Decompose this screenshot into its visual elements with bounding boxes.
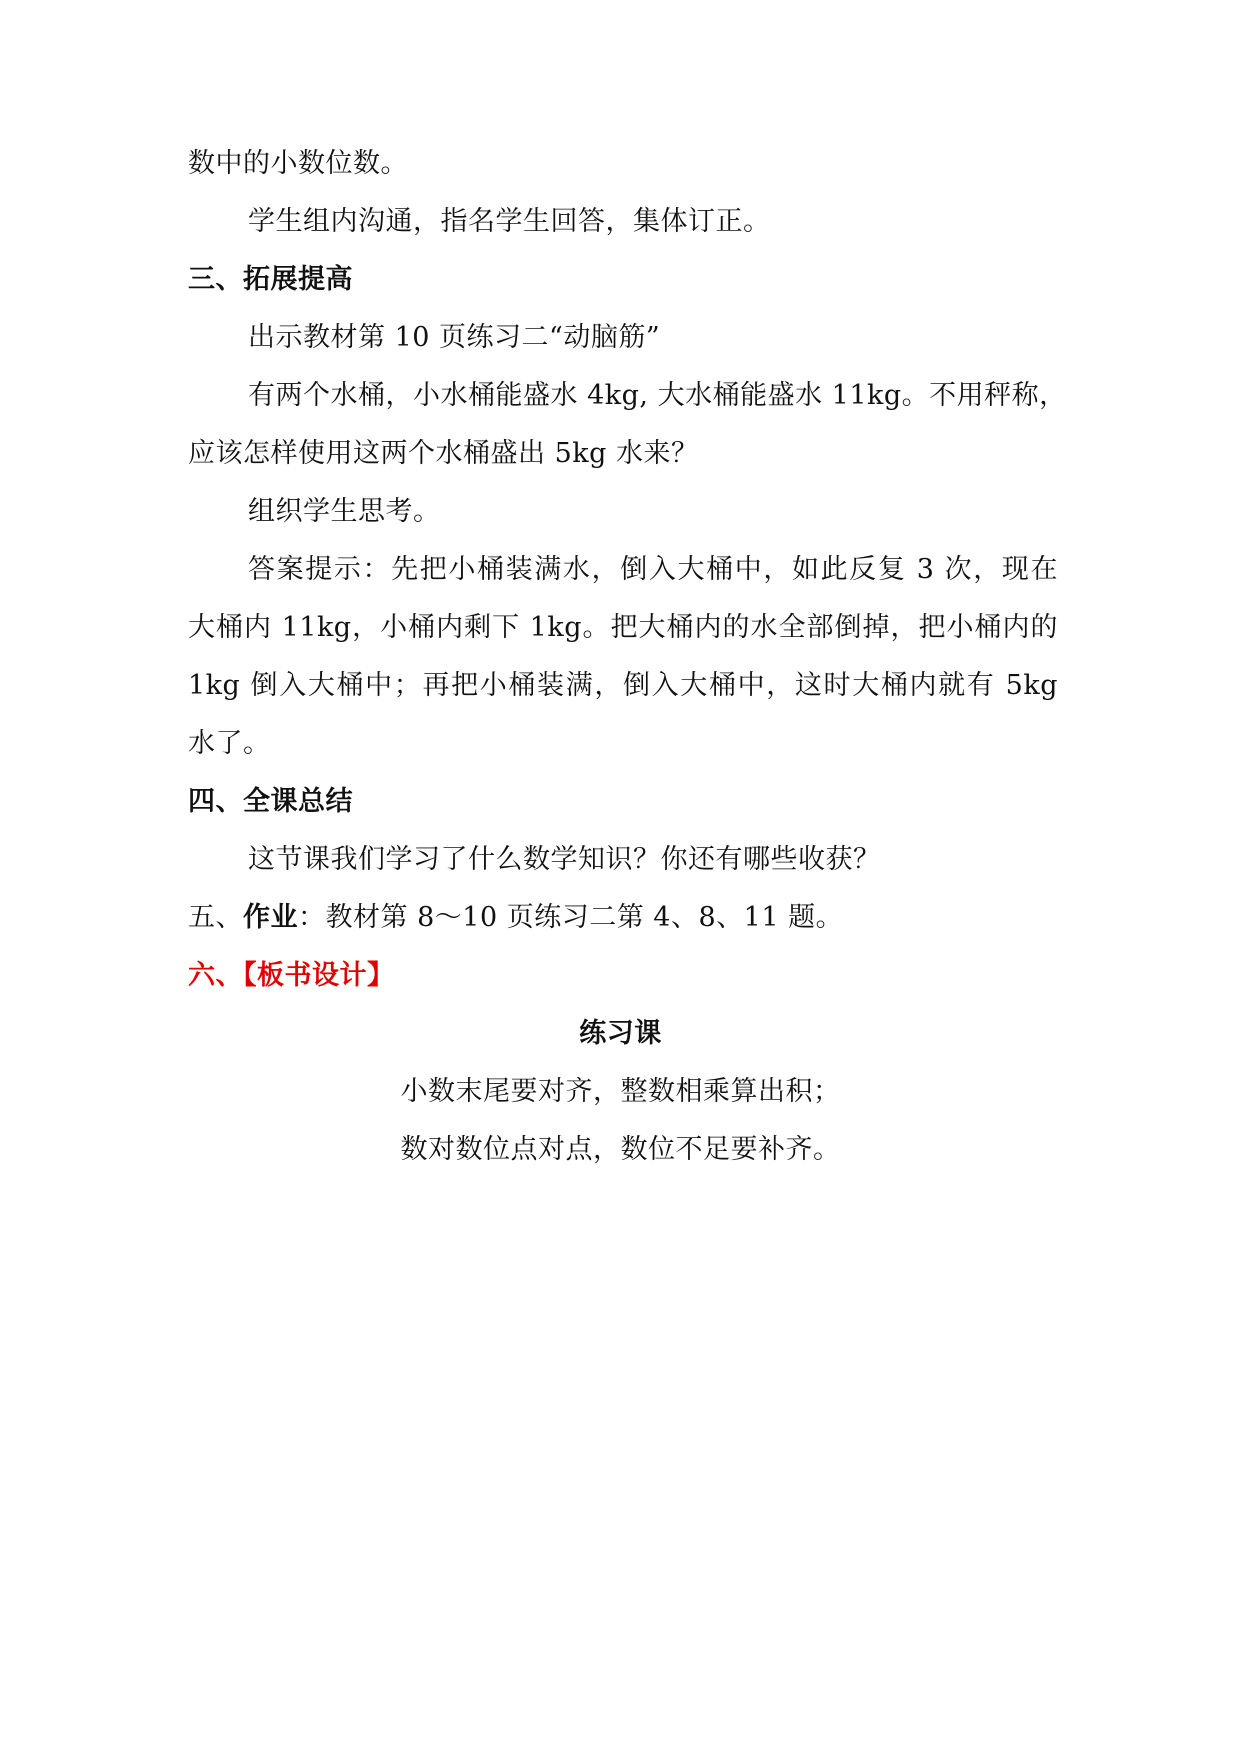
paragraph-problem-line-1: 有两个水桶，小水桶能盛水 4kg, 大水桶能盛水 11kg。不用秤称， [248, 380, 1067, 411]
section-heading-board-design: 六、【板书设计】 [188, 960, 395, 991]
paragraph-answer-line-1: 答案提示：先把小桶装满水，倒入大桶中，如此反复 3 次，现在 [248, 554, 1058, 585]
paragraph-show-textbook: 出示教材第 10 页练习二“动脑筋” [248, 322, 661, 353]
paragraph-problem-line-2: 应该怎样使用这两个水桶盛出 5kg 水来？ [188, 438, 699, 469]
board-line-2: 数对数位点对点，数位不足要补齐。 [400, 1134, 841, 1165]
paragraph-answer-line-3: 1kg 倒入大桶中；再把小桶装满，倒入大桶中，这时大桶内就有 5kg [188, 670, 1058, 701]
paragraph-discussion: 学生组内沟通，指名学生回答，集体订正。 [248, 206, 771, 237]
section-heading-extension: 三、拓展提高 [188, 264, 353, 295]
homework-prefix: 五、 [188, 902, 243, 933]
paragraph-continuation: 数中的小数位数。 [188, 148, 408, 179]
board-line-1: 小数末尾要对齐，整数相乘算出积； [400, 1076, 841, 1107]
paragraph-answer-line-2: 大桶内 11kg，小桶内剩下 1kg。把大桶内的水全部倒掉，把小桶内的 [188, 612, 1058, 643]
paragraph-organize: 组织学生思考。 [248, 496, 441, 527]
board-title: 练习课 [579, 1018, 662, 1049]
homework-line [188, 900, 1058, 936]
paragraph-summary: 这节课我们学习了什么数学知识？你还有哪些收获？ [248, 844, 881, 875]
section-heading-summary: 四、全课总结 [188, 786, 353, 817]
paragraph-answer-line-4: 水了。 [188, 728, 271, 759]
homework-label: 作业 [243, 902, 298, 933]
homework-text: ：教材第 8～10 页练习二第 4、8、11 题。 [298, 902, 844, 933]
